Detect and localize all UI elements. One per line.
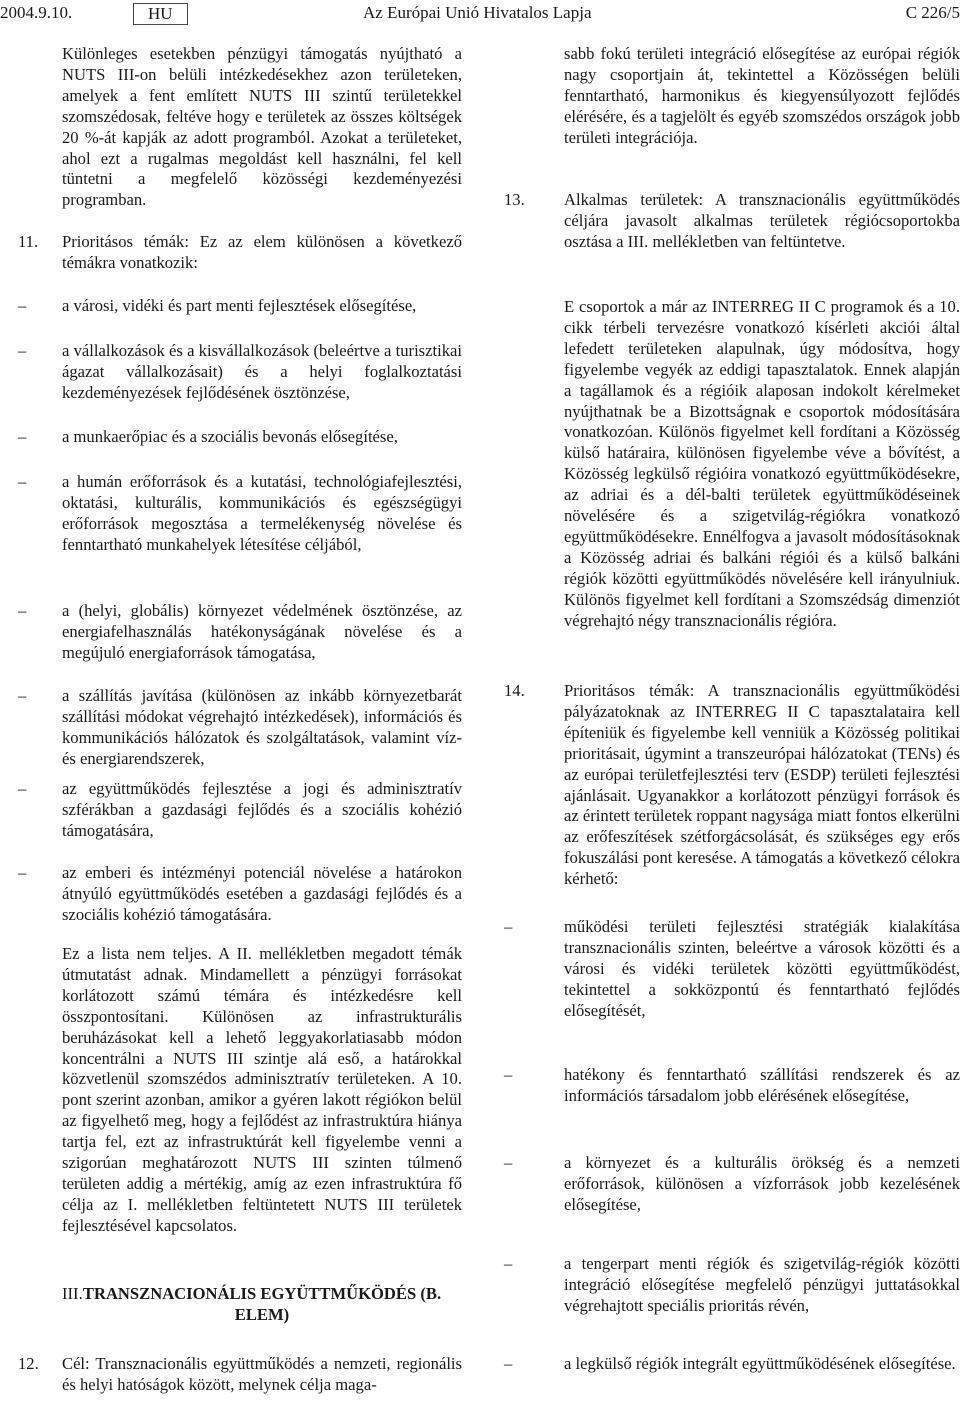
- dash-marker: –: [18, 601, 27, 620]
- list-item-text: a (helyi, globális) környezet védelmének ösztönzése, az energiafelhasználás hatékonyságának növelése és a megújuló energiaforrások támogatása,: [62, 601, 462, 662]
- list-item-text: a környezet és a kulturális örökség és a nemzeti erőforrások, különösen a vízforrások jobb kezelésének elősegítése,: [564, 1153, 960, 1214]
- dash-marker: –: [504, 1065, 513, 1084]
- list-item-text: a tengerpart menti régiók és szigetvilág-régiók közötti integráció elősegítése megfelelő pénzügyi juttatásokkal végrehajtott speciális prioritás révén,: [564, 1254, 960, 1315]
- item-13-paragraph: E csoportok a már az INTERREG II C programok és a 10. cikk térbeli tervezésre vonatkozó kísérleti akciói által lefedett területeken alapulnak, úgy módosítva, hogy figyelembe vegyék az eddigi tapasztalatok. Ennek alapján a tagállamok és a régióik alaposan indokolt kérelmeket nyújthatnak be a Bizottságnak e csoportok módosítására vonatkozóan. Különös figyelmet kell fordítani a Közösség külső határaira, különösen figyelembe véve a bővítést, a Közösség legkülső régióira vonatkozó együttműködésekre, az adriai és a dél-balti területek együttműködéseinek növelésére és a szigetvilág-régiókra vonatkozó együttműködésekre. Ennélfogva a javasolt módosításoknak a Közösség adriai és balkáni régiói és a külső balkáni régiók közötti együttműködés növelésére kell irányulniuk. Különös figyelmet kell fordítani a Szomszédság dimenziót végrehajtó négy transznacionális régióra.: [564, 297, 960, 630]
- item-12-text: Cél: Transznacionális együttműködés a nemzeti, regionális és helyi hatóságok között, melynek célja maga-: [62, 1354, 462, 1394]
- section-title: TRANSZNACIONÁLIS EGYÜTTMŰKÖDÉS (B. ELEM): [82, 1284, 442, 1324]
- dash-marker: –: [18, 296, 27, 315]
- section-roman-numeral: III.: [62, 1284, 83, 1303]
- journal-title: Az Európai Unió Hivatalos Lapja: [363, 3, 592, 22]
- dash-marker: –: [504, 1153, 513, 1172]
- list-item: [504, 1153, 960, 1216]
- list-item-text: a városi, vidéki és part menti fejlesztések elősegítése,: [62, 296, 417, 315]
- dash-marker: –: [504, 1254, 513, 1273]
- list-item: [18, 601, 462, 664]
- list-item: [504, 1065, 960, 1107]
- continuation-paragraph: sabb fokú területi integráció elősegítése az európai régiók nagy csoportjain át, tekintettel a Közösségen belüli fenntartható, harmonikus és kiegyensúlyozott fejlődés elérésére, és a tagjelölt és egyéb szomszédos országok jobb területi integrációja.: [564, 44, 960, 147]
- intro-paragraph: Különleges esetekben pénzügyi támogatás nyújtható a NUTS III-on belüli intézkedésekhez azon területeken, amelyek a fent említett NUTS III szintű területekkel szomszédosak, feltéve hogy e területek az összes költségek 20 %-át kapják az adott programból. Azokat a területeket, ahol ezt a rugalmas megoldást kell használni, fel kell tüntetni a megfelelő közösségi kezdeményezési programban.: [62, 44, 462, 210]
- item-11: [18, 232, 462, 274]
- list-item: [18, 427, 462, 448]
- language-badge: HU: [133, 3, 188, 25]
- list-item: [504, 917, 960, 1022]
- list-item: [504, 1354, 960, 1375]
- dash-marker: –: [18, 427, 27, 446]
- item-14: [504, 681, 960, 890]
- list-item: [18, 686, 462, 770]
- item-12: [18, 1354, 462, 1396]
- dash-marker: –: [18, 686, 27, 705]
- list-item: [504, 1254, 960, 1317]
- right-column: [504, 44, 960, 1402]
- dash-marker: –: [504, 917, 513, 936]
- page-reference: C 226/5: [905, 3, 960, 22]
- dash-marker: –: [18, 341, 27, 360]
- section-heading: [18, 1284, 462, 1326]
- list-item-text: a munkaerőpiac és a szociális bevonás elősegítése,: [62, 427, 398, 446]
- item-12-number: 12.: [18, 1354, 39, 1373]
- item-14-number: 14.: [504, 681, 525, 700]
- list-item-text: hatékony és fenntartható szállítási rendszerek és az információs társadalom jobb elérésének elősegítése,: [564, 1065, 960, 1105]
- list-item: [18, 341, 462, 404]
- list-item-text: az emberi és intézményi potenciál növelése a határokon átnyúló együttműködés esetében a gazdasági fejlődés és a szociális kohézió támogatására.: [62, 863, 462, 924]
- dash-marker: –: [18, 779, 27, 798]
- list-item: [18, 472, 462, 556]
- list-item-text: a legkülső régiók integrált együttműködésének elősegítése.: [564, 1354, 956, 1373]
- dash-marker: –: [504, 1354, 513, 1373]
- item-14-text: Prioritásos témák: A transznacionális együttműködési pályázatoknak az INTERREG II C tapasztalataira kell építeniük és figyelembe kell venniük a Közösség politikai prioritásait, úgymint a transzeurópai hálózatokat (TENs) és az európai területfejlesztési terv (ESDP) területi fejlesztési ajánlásait. Ugyanakkor a korlátozott pénzügyi források és az érintett területek roppant nagysága miatt fontos elkerülni az erőfeszítések szétforgácsolását, és szükséges egy erős fokuszálási pont keresése. A támogatás a következő célokra kérhető:: [564, 681, 960, 889]
- item-11-text: Prioritásos témák: Ez az elem különösen a következő témákra vonatkozik:: [62, 232, 462, 272]
- list-item-text: az együttműködés fejlesztése a jogi és adminisztratív szférákban a gazdasági fejlődés és a szociális kohézió támogatására,: [62, 779, 462, 840]
- header-date: 2004.9.10.: [0, 3, 73, 22]
- list-item-text: a vállalkozások és a kisvállalkozások (beleértve a turisztikai ágazat vállalkozásait) és a helyi foglalkoztatási kezdeményezések fejlődésének ösztönzése,: [62, 341, 462, 402]
- dash-marker: –: [18, 863, 27, 882]
- list-item-text: a szállítás javítása (különösen az inkább környezetbarát szállítási módokat végrehajtó intézkedések), információs és kommunikációs hálózatok és szolgáltatások, valamint víz- és energiarendszerek,: [62, 686, 462, 768]
- page-header: [0, 0, 960, 30]
- item-13-number: 13.: [504, 190, 525, 209]
- left-column: [18, 44, 462, 1402]
- item-11-number: 11.: [18, 232, 39, 251]
- list-item-text: működési területi fejlesztési stratégiák kialakítása transznacionális szinten, beleértve a városok közötti és a városi és vidéki területek közötti együttműködést, tekintettel a sokközpontú és fenntartható fejlődés elősegítését,: [564, 917, 960, 1020]
- list-item: [18, 863, 462, 926]
- list-item: [18, 296, 462, 317]
- dash-marker: –: [18, 472, 27, 491]
- list-item: [18, 779, 462, 842]
- list-item-text: a humán erőforrások és a kutatási, technológiafejlesztési, oktatási, kulturális, kommunikációs és egészségügyi erőforrások megosztása a termelékenység növelése és fenntartható munkahelyek létesítése céljából,: [62, 472, 462, 554]
- closing-paragraph: Ez a lista nem teljes. A II. mellékletben megadott témák útmutatást adnak. Mindamellett a pénzügyi forrásokat korlátozott számú témára és intézkedésre kell összpontosítani. Különösen az infrastrukturális beruházásokat kell a lehető leggyakorlatiasabb módon koncentrálni a NUTS III szintje alá eső, a határokkal közvetlenül szomszédos adminisztratív területeken. A 10. pont szerint azonban, amikor a gyéren lakott régiókon belül az figyelhető meg, hogy a fejlődést az infrastruktúra hiánya tartja fel, ezt az infrastruktúrát kell figyelembe venni a szigorúan meghatározott NUTS III szinten túlmenő területen addig a mértékig, amíg az ezen infrastruktúra fő célja az I. mellékletben feltüntetett NUTS III területek fejlesztésével kapcsolatos.: [62, 944, 462, 1235]
- item-13-text: Alkalmas területek: A transznacionális együttműködés céljára javasolt alkalmas területek régiócsoportokba osztása a III. mellékletben van feltüntetve.: [564, 190, 960, 251]
- item-13: [504, 190, 960, 253]
